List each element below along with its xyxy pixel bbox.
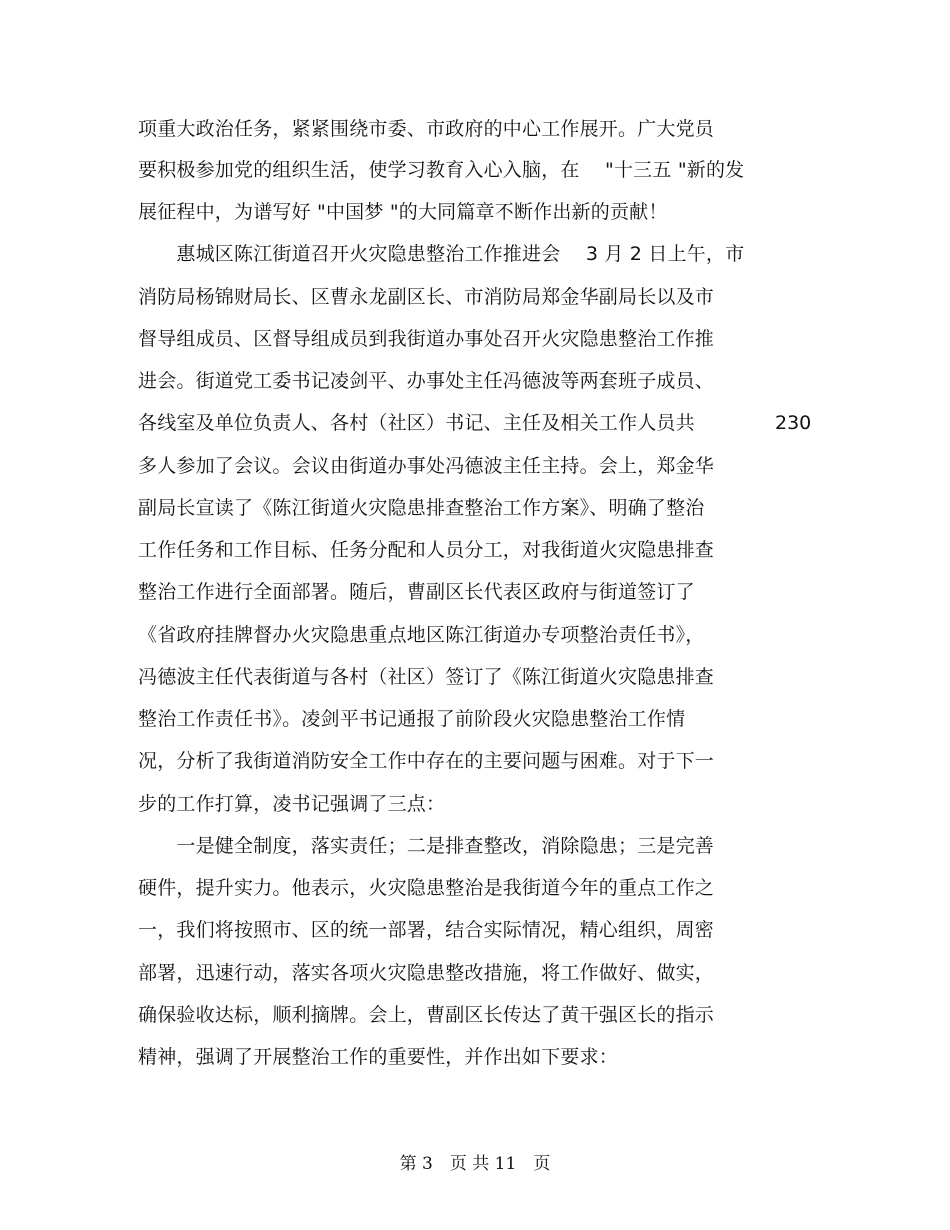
text-line: 冯德波主任代表街道与各村（社区）签订了《陈江街道火灾隐患排查 (138, 666, 715, 688)
text-line: 步的工作打算，凌书记强调了三点： (138, 793, 446, 815)
text-line: 《省政府挂牌督办火灾隐患重点地区陈江街道办专项整治责任书》， (138, 624, 705, 646)
text-line: 要积极参加党的组织生活，使学习教育入心入脑，在 "十三五 "新的发 (138, 159, 745, 181)
text-line: 整治工作责任书》。凌剑平书记通报了前阶段火灾隐患整治工作情 (138, 708, 686, 730)
text-line: 各线室及单位负责人、各村（社区）书记、主任及相关工作人员共 (138, 412, 695, 434)
text-line: 况，分析了我街道消防安全工作中存在的主要问题与困难。对于下一 (138, 750, 715, 772)
side-number: 230 (775, 412, 812, 434)
text-line: 一是健全制度，落实责任；二是排查整改，消除隐患；三是完善 (138, 835, 715, 857)
text-line: 部署，迅速行动，落实各项火灾隐患整改措施，将工作做好、做实， (138, 962, 715, 984)
text-line: 硬件，提升实力。他表示，火灾隐患整治是我街道今年的重点工作之 (138, 877, 715, 899)
text-line: 多人参加了会议。会议由街道办事处冯德波主任主持。会上，郑金华 (138, 455, 715, 477)
text-line: 精神，强调了开展整治工作的重要性，并作出如下要求： (138, 1046, 619, 1068)
text-line: 消防局杨锦财局长、区曹永龙副区长、市消防局郑金华副局长以及市 (138, 286, 715, 308)
text-line: 一，我们将按照市、区的统一部署，结合实际情况，精心组织，周密 (138, 919, 715, 941)
text-line: 督导组成员、区督导组成员到我街道办事处召开火灾隐患整治工作推 (138, 328, 715, 350)
text-line: 工作任务和工作目标、任务分配和人员分工，对我街道火灾隐患排查 (138, 539, 715, 561)
text-line: 进会。街道党工委书记凌剑平、办事处主任冯德波等两套班子成员、 (138, 370, 715, 392)
text-line: 惠城区陈江街道召开火灾隐患整治工作推进会 3 月 2 日上午，市 (138, 243, 745, 265)
text-line: 确保验收达标，顺利摘牌。会上，曹副区长传达了黄干强区长的指示 (138, 1004, 715, 1026)
text-line: 整治工作进行全面部署。随后，曹副区长代表区政府与街道签订了 (138, 581, 695, 603)
page-footer: 第 3 页 共 11 页 (399, 1154, 551, 1174)
text-line: 副局长宣读了《陈江街道火灾隐患排查整治工作方案》、明确了整治 (138, 497, 705, 519)
text-line: 展征程中，为谱写好 "中国梦 "的大同篇章不断作出新的贡献！ (138, 201, 668, 223)
text-line: 项重大政治任务，紧紧围绕市委、市政府的中心工作展开。广大党员 (138, 118, 715, 140)
